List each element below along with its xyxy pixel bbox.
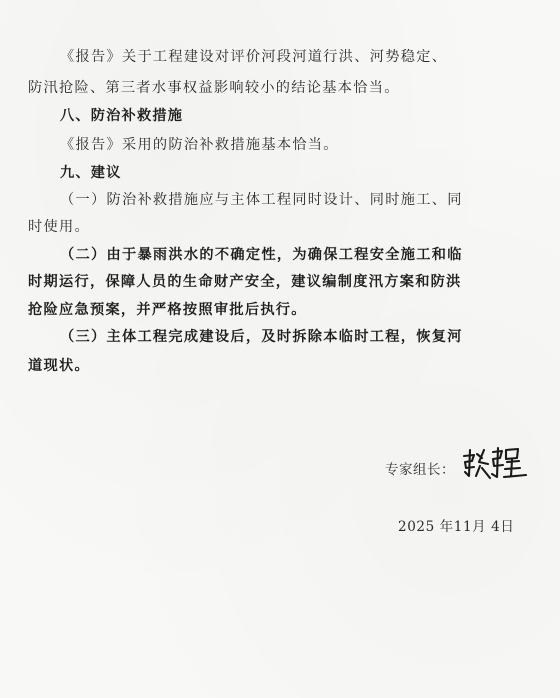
paragraph-conclusion-line-1: 《报告》关于工程建设对评价河段河道行洪、河势稳定、 [60, 49, 448, 65]
suggestion-1-line-2: 时使用。 [28, 219, 90, 235]
date-month: 11月 [453, 519, 487, 535]
date-day: 4日 [491, 519, 515, 535]
section-heading-8: 八、防治补救措施 [60, 108, 184, 124]
date-year: 2025 [398, 519, 435, 535]
suggestion-3-line-2: 道现状。 [28, 358, 90, 374]
suggestion-2-line-1: （二）由于暴雨洪水的不确定性，为确保工程安全施工和临 [60, 247, 463, 263]
document-date [398, 515, 514, 535]
suggestion-1-line-1: （一）防治补救措施应与主体工程同时设计、同时施工、同 [60, 192, 463, 208]
paragraph-conclusion-line-2: 防汛抢险、第三者水事权益影响较小的结论基本恰当。 [28, 80, 400, 96]
suggestion-2-line-2: 时期运行，保障人员的生命财产安全，建议编制度汛方案和防洪 [28, 274, 462, 290]
suggestion-2-line-3: 抢险应急预案，并严格按照审批后执行。 [28, 302, 307, 318]
date-year-suffix: 年 [439, 519, 454, 535]
handwritten-signature [460, 446, 530, 482]
suggestion-3-line-1: （三）主体工程完成建设后，及时拆除本临时工程，恢复河 [60, 329, 463, 345]
section-heading-9: 九、建议 [60, 165, 122, 181]
paragraph-remedial-measures: 《报告》采用的防治补救措施基本恰当。 [60, 137, 339, 153]
expert-leader-label: 专家组长： [385, 462, 455, 478]
